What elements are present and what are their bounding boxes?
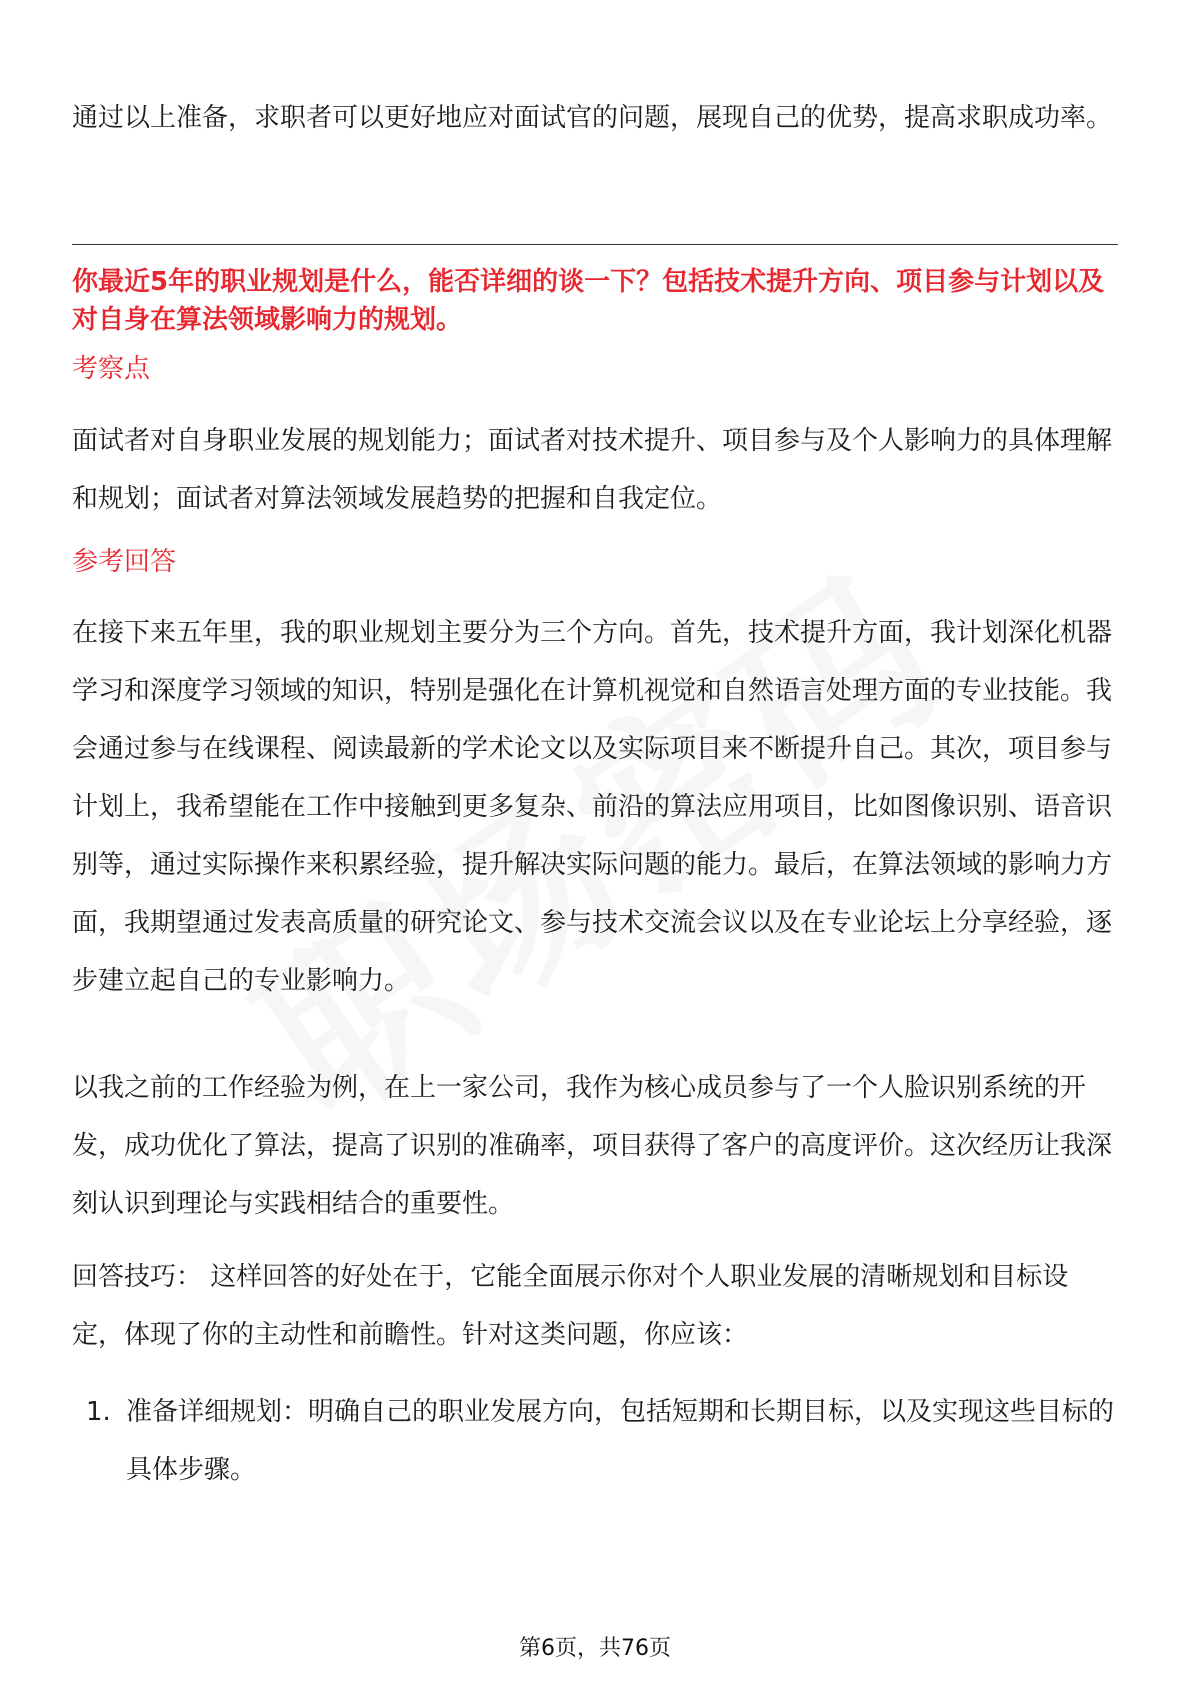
page-number: 第6页，共76页 — [519, 1636, 671, 1661]
question-title: 你最近5年的职业规划是什么，能否详细的谈一下？包括技术提升方向、项目参与计划以及对自身在算法领域影响力的规划。 — [72, 267, 1105, 335]
tips-paragraph: 回答技巧： 这样回答的好处在于，它能全面展示你对个人职业发展的清晰规划和目标设定，体现了你的主动性和前瞻性。针对这类问题，你应该： — [72, 1262, 1069, 1350]
list-item-number: 1. — [86, 1397, 111, 1427]
focus-paragraph: 面试者对自身职业发展的规划能力；面试者对技术提升、项目参与及个人影响力的具体理解和规划；面试者对算法领域发展趋势的把握和自我定位。 — [72, 426, 1113, 514]
section-divider — [72, 244, 1118, 245]
answer-label: 参考回答 — [72, 547, 177, 577]
intro-paragraph: 通过以上准备，求职者可以更好地应对面试官的问题，展现自己的优势，提高求职成功率。 — [72, 103, 1113, 133]
list-item-text: 准备详细规划：明确自己的职业发展方向，包括短期和长期目标，以及实现这些目标的具体步骤。 — [126, 1397, 1115, 1485]
answer-paragraph-1: 在接下来五年里，我的职业规划主要分为三个方向。首先，技术提升方面，我计划深化机器学习和深度学习领域的知识，特别是强化在计算机视觉和自然语言处理方面的专业技能。我会通过参与在线课程、阅读最新的学术论文以及实际项目来不断提升自己。其次，项目参与计划上，我希望能在工作中接触到更多复杂、前沿的算法应用项目，比如图像识别、语音识别等，通过实际操作来积累经验，提升解决实际问题的能力。最后，在算法领域的影响力方面，我期望通过发表高质量的研究论文、参与技术交流会议以及在专业论坛上分享经验，逐步建立起自己的专业影响力。 — [72, 618, 1113, 996]
focus-label: 考察点 — [72, 354, 151, 384]
answer-paragraph-2: 以我之前的工作经验为例，在上一家公司，我作为核心成员参与了一个人脸识别系统的开发，成功优化了算法，提高了识别的准确率，项目获得了客户的高度评价。这次经历让我深刻认识到理论与实践相结合的重要性。 — [72, 1073, 1113, 1219]
